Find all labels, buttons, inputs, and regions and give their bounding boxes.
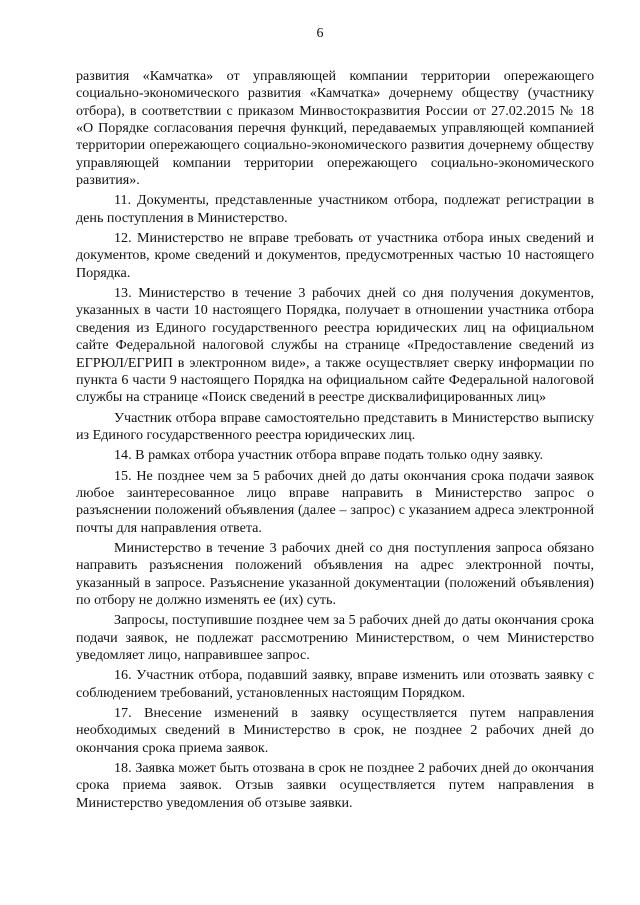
paragraph-15-response: Министерство в течение 3 рабочих дней со дня поступления запроса обязано направить разъяснения положений объявления на адрес электронной почты, указанный в запросе. Разъяснение указанной документации (положений объявления) по отбору не должно изменять ее (их) суть.: [76, 539, 594, 608]
paragraph-16: 16. Участник отбора, подавший заявку, вправе изменить или отозвать заявку с соблюдением требований, установленных настоящим Порядком.: [76, 667, 594, 701]
paragraph-18: 18. Заявка может быть отозвана в срок не позднее 2 рабочих дней до окончания срока приема заявок. Отзыв заявки осуществляется путем направления в Министерство уведомления об отзыве заявки.: [76, 760, 594, 811]
paragraph-14: 14. В рамках отбора участник отбора вправе подать только одну заявку.: [114, 447, 544, 464]
document-body: [76, 68, 594, 815]
paragraph-12: 12. Министерство не вправе требовать от участника отбора иных сведений и документов, кроме сведений и документов, предусмотренных частью 10 настоящего Порядка.: [76, 230, 594, 281]
paragraph-11: 11. Документы, представленные участником отбора, подлежат регистрации в день поступления в Министерство.: [76, 192, 594, 226]
paragraph-15-late-requests: Запросы, поступившие позднее чем за 5 рабочих дней до даты окончания срока подачи заявок, не подлежат рассмотрению Министерством, о чем Министерство уведомляет лицо, направившее запрос.: [76, 612, 594, 663]
paragraph-17: 17. Внесение изменений в заявку осуществляется путем направления необходимых сведений в Министерство в срок, не позднее 2 рабочих дней до окончания срока приема заявок.: [76, 705, 594, 756]
paragraph-13-note: Участник отбора вправе самостоятельно представить в Министерство выписку из Единого государственного реестра юридических лиц.: [76, 409, 594, 443]
page-number: 6: [316, 26, 324, 41]
paragraph-13: 13. Министерство в течение 3 рабочих дней со дня получения документов, указанных в части 10 настоящего Порядка, получает в отношении участника отбора сведения из Единого государственного реестра юридических лиц на официальном сайте Федеральной налоговой службы на странице «Предоставление сведений из ЕГРЮЛ/ЕГРИП в электронном виде», а также осуществляет сверку информации по пункта 6 части 9 настоящего Порядка на официальном сайте Федеральной налоговой службы на странице «Поиск сведений в реестре дисквалифицированных лиц»: [76, 285, 594, 406]
paragraph-continuation: развития «Камчатка» от управляющей компании территории опережающего социально-экономического развития «Камчатка» дочернему обществу (участнику отбора), в соответствии с приказом Минвостокразвития России от 27.02.2015 № 18 «О Порядке согласования перечня функций, передаваемых управляющей компанией территории опережающего социально-экономического развития дочернему обществу управляющей компании территории опережающего социально-экономического развития».: [76, 68, 594, 189]
paragraph-15: 15. Не позднее чем за 5 рабочих дней до даты окончания срока подачи заявок любое заинтересованное лицо вправе направить в Министерство запрос о разъяснении положений объявления (далее – запрос) с указанием адреса электронной почты для направления ответа.: [76, 467, 594, 536]
